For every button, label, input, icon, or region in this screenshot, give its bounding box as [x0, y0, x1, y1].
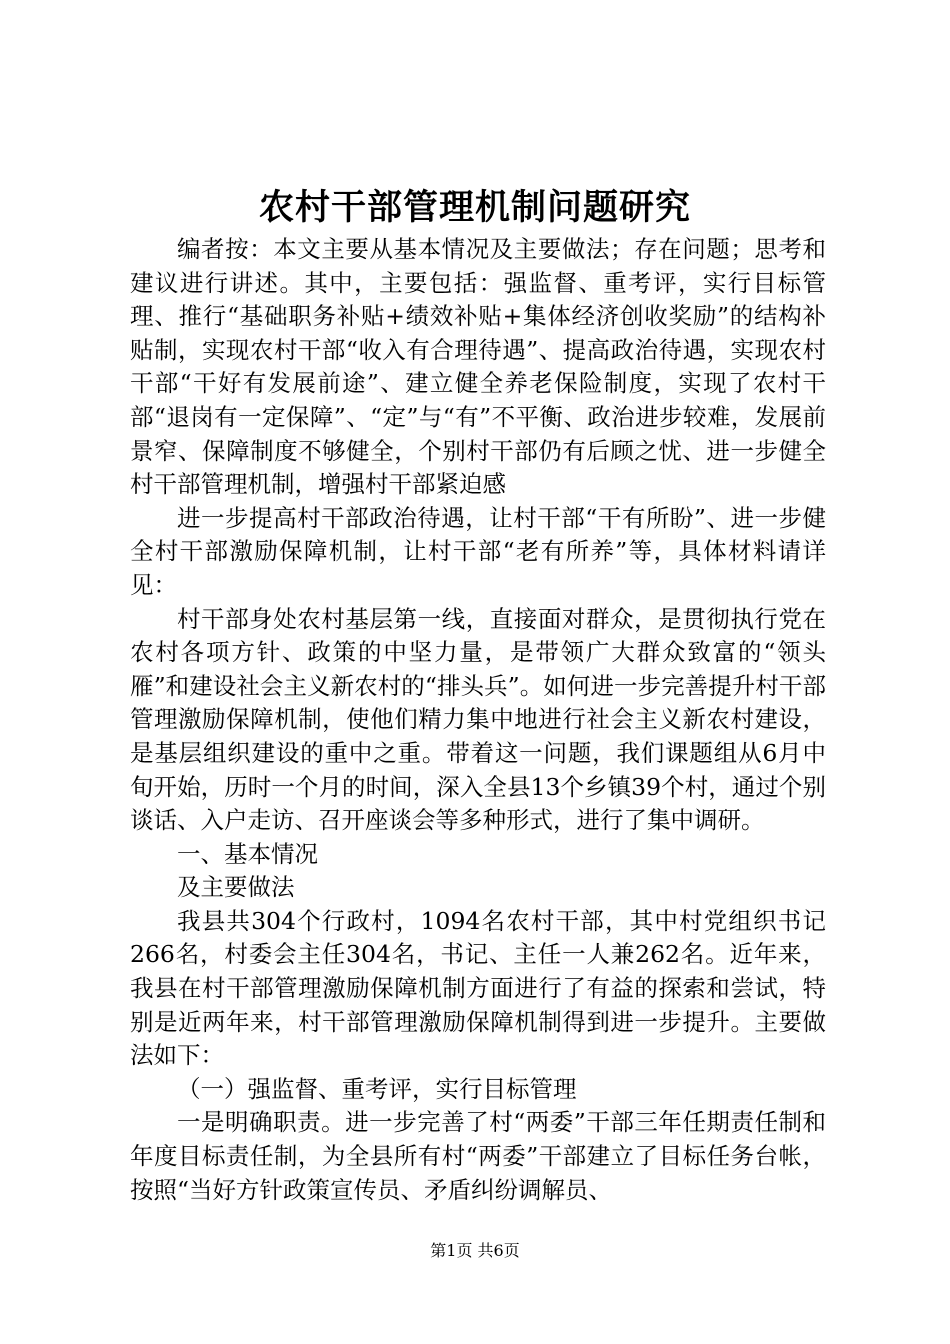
section-heading-basic-situation: 一、基本情况: [177, 839, 318, 868]
paragraph-clarify-duties: 一是明确职责。进一步完善了村“两委”干部三年任期责任制和年度目标责任制，为全县所有村“两委”干部建立了目标任务台帐，按照“当好方针政策宣传员、矛盾纠纷调解员、: [130, 1108, 826, 1204]
paragraph-background: 村干部身处农村基层第一线，直接面对群众，是贯彻执行党在农村各项方针、政策的中坚力量，是带领广大群众致富的“领头雁”和建设社会主义新农村的“排头兵”。如何进一步完善提升村干部管理激励保障机制，使他们精力集中地进行社会主义新农村建设，是基层组织建设的重中之重。带着这一问题，我们课题组从6月中旬开始，历时一个月的时间，深入全县13个乡镇39个村，通过个别谈话、入户走访、召开座谈会等多种形式，进行了集中调研。: [130, 604, 826, 835]
document-body: [130, 233, 826, 1207]
document-title: 农村干部管理机制问题研究: [258, 187, 691, 228]
paragraph-intro-continued: 进一步提高村干部政治待遇，让村干部“干有所盼”、进一步健全村干部激励保障机制，让村干部“老有所养”等，具体材料请详见：: [130, 503, 826, 599]
paragraph-county-stats: 我县共304个行政村，1094名农村干部，其中村党组织书记266名，村委会主任304名，书记、主任一人兼262名。近年来，我县在村干部管理激励保障机制方面进行了有益的探索和尝试，特别是近两年来，村干部管理激励保障机制得到进一步提升。主要做法如下：: [130, 906, 826, 1070]
paragraph-editor-note: 编者按：本文主要从基本情况及主要做法；存在问题；思考和建议进行讲述。其中，主要包括：强监督、重考评，实行目标管理、推行“基础职务补贴+绩效补贴+集体经济创收奖励”的结构补贴制，实现农村干部“收入有合理待遇”、提高政治待遇，实现农村干部“干好有发展前途”、建立健全养老保险制度，实现了农村干部“退岗有一定保障”、“定”与“有”不平衡、政治进步较难，发展前景窄、保障制度不够健全，个别村干部仍有后顾之忧、进一步健全村干部管理机制，增强村干部紧迫感: [130, 235, 826, 499]
page-footer: 第1页 共6页: [430, 1241, 520, 1260]
section-heading-main-practices: 及主要做法: [177, 873, 295, 902]
subsection-heading-supervision: （一）强监督、重考评，实行目标管理: [177, 1074, 577, 1103]
